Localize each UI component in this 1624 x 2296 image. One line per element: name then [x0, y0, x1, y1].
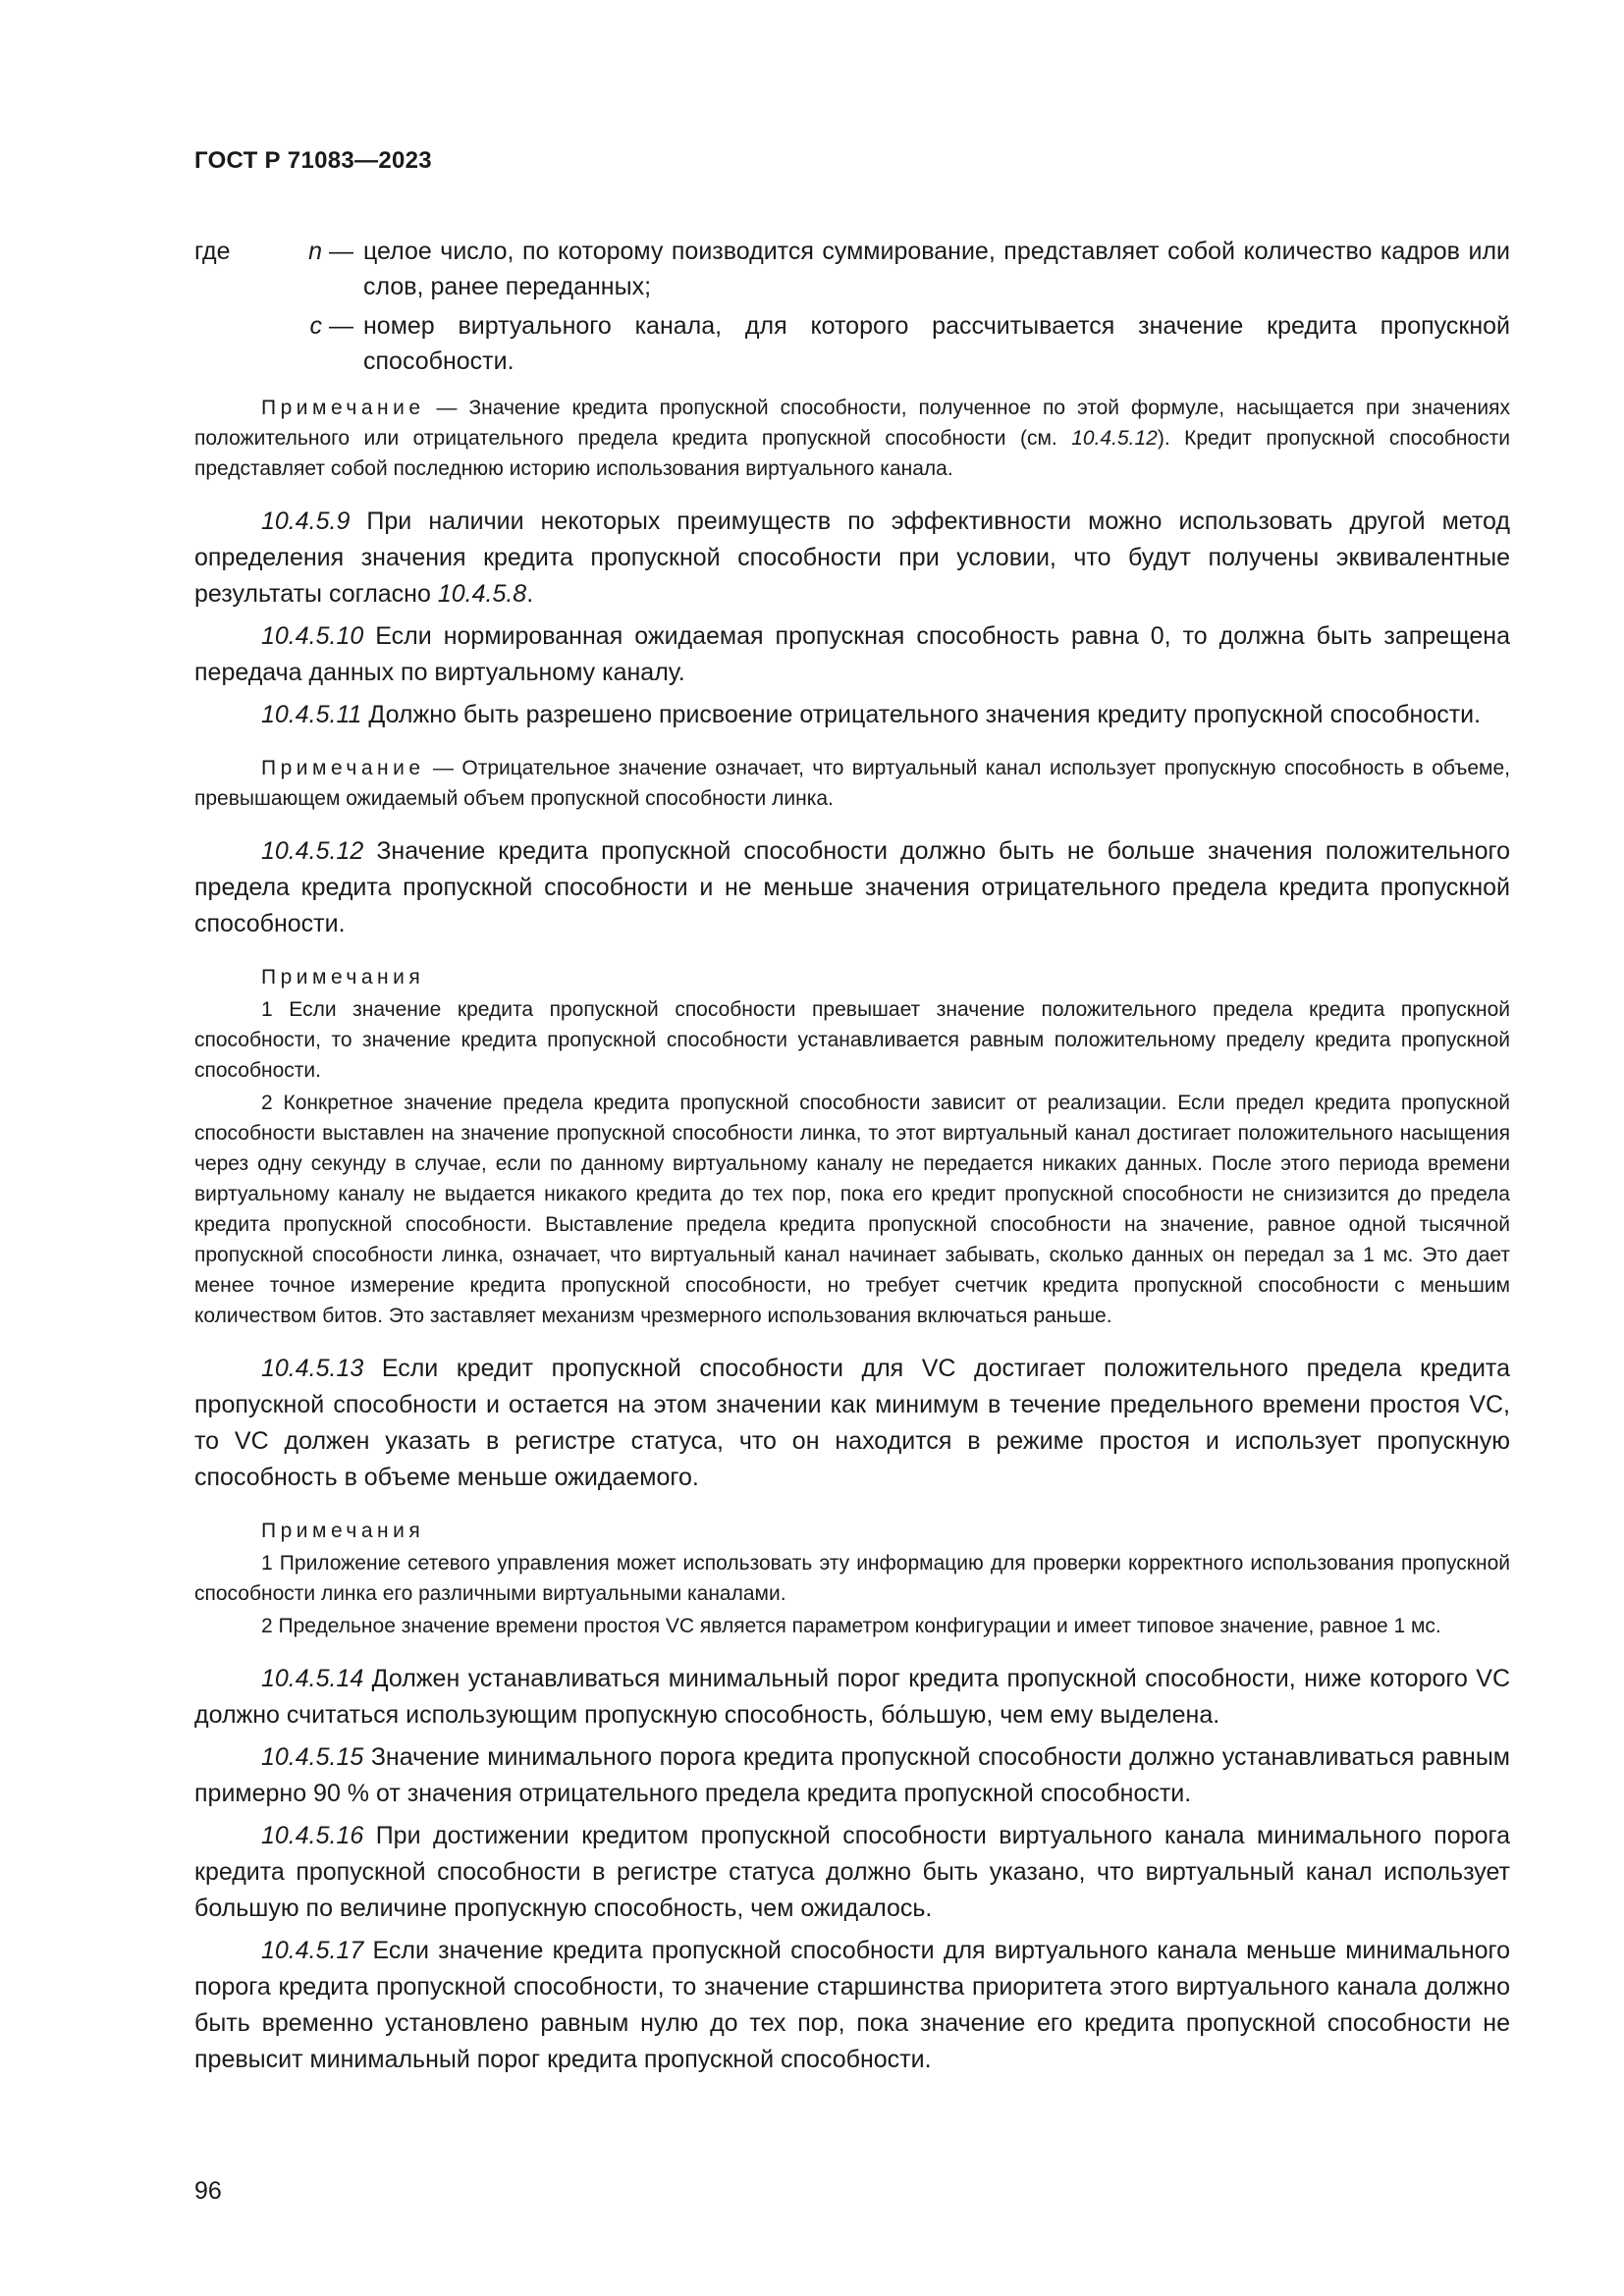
clause-text: Значение минимального порога кредита пропускной способности должно устанавливаться равным примерно 90 % от значения отрицательного предела кредита пропускной способности.: [194, 1743, 1510, 1807]
clause-paragraph: [194, 504, 1510, 613]
notes-block: [194, 1516, 1510, 1641]
clause-paragraph: [194, 697, 1510, 733]
definition-term: [194, 234, 363, 269]
document-body: [194, 234, 1510, 2078]
section-reference: 10.4.5.12: [1071, 427, 1158, 450]
clause-text: Должно быть разрешено присвоение отрицательного значения кредиту пропускной способности.: [361, 701, 1482, 728]
clause-paragraph: [194, 833, 1510, 942]
note-item: 1 Если значение кредита пропускной способности превышает значение положительного предела кредита пропускной способности, то значение кредита пропускной способности устанавливается равным положительному пределу кредита пропускной способности.: [194, 998, 1510, 1082]
clause-text: При наличии некоторых преимуществ по эффективности можно использовать другой метод определения значения кредита пропускной способности при условии, что будут получены эквивалентные результаты согласно: [194, 507, 1510, 608]
clause-text: Если кредит пропускной способности для VC достигает положительного предела кредита пропускной способности и остается на этом значении как минимум в течение предельного времени простоя VC, то VC должен указать в регистре статуса, что он находится в режиме простоя и использует пропускную способность в объеме меньше ожидаемого.: [194, 1355, 1510, 1491]
clause-paragraph: [194, 1818, 1510, 1927]
definition-text: целое число, по которому поизводится суммирование, представляет собой количество кадров или слов, ранее переданных;: [363, 238, 1510, 300]
clause-text: Если значение кредита пропускной способности для виртуального канала меньше минимального порога кредита пропускной способности, то значение старшинства приоритета этого виртуального канала должно быть временно установлено равным нулю до тех пор, пока значение его кредита пропускной способности не превысит минимальный порог кредита пропускной способности.: [194, 1937, 1510, 2073]
clause-number: 10.4.5.10: [261, 622, 364, 650]
note-paragraph: [194, 393, 1510, 484]
note-text: — Отрицательное значение означает, что виртуальный канал использует пропускную способность в объеме, превышающем ожидаемый объем пропускной способности линка.: [194, 757, 1510, 810]
page-number: 96: [194, 2177, 222, 2205]
note: [194, 393, 1510, 484]
clause-number: 10.4.5.14: [261, 1665, 364, 1692]
definition-dash: —: [329, 312, 353, 340]
clause-tail: .: [526, 580, 534, 608]
clause-paragraph: [194, 1661, 1510, 1734]
clause-text: Если нормированная ожидаемая пропускная способность равна 0, то должна быть запрещена передача данных по виртуальному каналу.: [194, 622, 1510, 686]
notes-block: [194, 962, 1510, 1331]
document-header: ГОСТ Р 71083—2023: [194, 147, 432, 174]
clause-number: 10.4.5.9: [261, 507, 351, 535]
variable-definitions: [194, 234, 1510, 379]
definition-symbol: c: [309, 312, 323, 340]
note-label: Примечание: [261, 397, 425, 419]
note: [194, 753, 1510, 814]
clause-text: При достижении кредитом пропускной способности виртуального канала минимального порога кредита пропускной способности в регистре статуса должно быть указано, что виртуальный канал использует большую по величине пропускную способность, чем ожидалось.: [194, 1822, 1510, 1922]
note-text-tail: ). Кредит пропускной способности представляет собой последнюю историю использования виртуального канала.: [194, 427, 1510, 480]
definition-text: номер виртуального канала, для которого рассчитывается значение кредита пропускной способности.: [363, 312, 1510, 375]
definition-row: [194, 234, 1510, 304]
definition-row: [194, 308, 1510, 379]
definition-symbol: n: [308, 238, 323, 265]
clause-paragraph: [194, 1351, 1510, 1496]
clause-paragraph: [194, 1933, 1510, 2078]
note-paragraph: [194, 753, 1510, 814]
definition-term: [194, 308, 363, 344]
note-item: 1 Приложение сетевого управления может использовать эту информацию для проверки корректного использования пропускной способности линка его различными виртуальными каналами.: [194, 1552, 1510, 1605]
clause-number: 10.4.5.12: [261, 837, 364, 865]
note-item: 2 Конкретное значение предела кредита пропускной способности зависит от реализации. Если предел кредита пропускной способности выставлен на значение пропускной способности линка, то этот виртуальный канал достигает положительного насыщения через одну секунду в случае, если по данному виртуальному каналу не передается никаких данных. После этого периода времени виртуальному каналу не выдается никакого кредита до тех пор, пока его кредит пропускной способности не снизизится до предела кредита пропускной способности. Выставление предела кредита пропускной способности на значение, равное одной тысячной пропускной способности линка, означает, что виртуальный канал начинает забывать, сколько данных он передал за 1 мс. Это дает менее точное измерение кредита пропускной способности, но требует счетчик кредита пропускной способности с меньшим количеством битов. Это заставляет механизм чрезмерного использования включаться раньше.: [194, 1092, 1510, 1327]
definition-dash: —: [329, 238, 353, 265]
clause-text: Должен устанавливаться минимальный порог кредита пропускной способности, ниже которого VC должно считаться использующим пропускную способность, бо́льшую, чем ему выделена.: [194, 1665, 1510, 1729]
clause-number: 10.4.5.15: [261, 1743, 364, 1771]
notes-title: Примечания: [261, 966, 425, 988]
clause-number: 10.4.5.16: [261, 1822, 364, 1849]
clause-paragraph: [194, 618, 1510, 691]
section-reference: 10.4.5.8: [437, 580, 527, 608]
clause-paragraph: [194, 1739, 1510, 1812]
clause-number: 10.4.5.17: [261, 1937, 364, 1964]
note-text: — Значение кредита пропускной способности, полученное по этой формуле, насыщается при значениях положительного или отрицательного предела кредита пропускной способности (см.: [194, 397, 1510, 450]
notes-title: Примечания: [261, 1520, 425, 1542]
note-label: Примечание: [261, 757, 425, 779]
definition-lead: где: [194, 238, 231, 265]
clause-number: 10.4.5.13: [261, 1355, 364, 1382]
clause-number: 10.4.5.11: [261, 701, 362, 728]
clause-text: Значение кредита пропускной способности должно быть не больше значения положительного предела кредита пропускной способности и не меньше значения отрицательного предела кредита пропускной способности.: [194, 837, 1510, 937]
note-item: 2 Предельное значение времени простоя VC является параметром конфигурации и имеет типовое значение, равное 1 мс.: [261, 1615, 1441, 1637]
